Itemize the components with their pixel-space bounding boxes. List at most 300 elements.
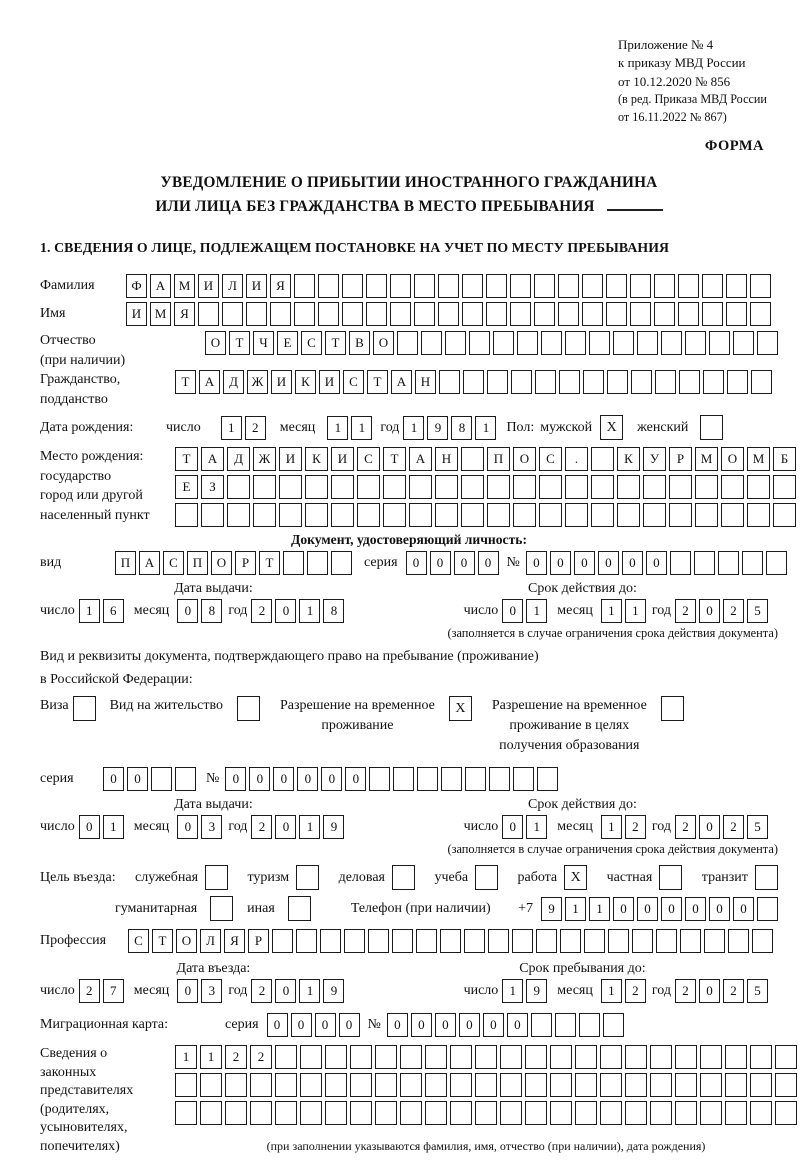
char-box[interactable]: [279, 475, 302, 499]
char-box[interactable]: 0: [275, 599, 296, 623]
char-box[interactable]: [421, 331, 442, 355]
char-box[interactable]: Р: [669, 447, 692, 471]
char-box[interactable]: [678, 274, 699, 298]
char-box[interactable]: [320, 929, 341, 953]
char-box[interactable]: О: [721, 447, 744, 471]
char-box[interactable]: [669, 503, 692, 527]
char-box[interactable]: [725, 1045, 747, 1069]
char-box[interactable]: [591, 503, 614, 527]
char-box[interactable]: 0: [387, 1013, 408, 1037]
char-box[interactable]: [608, 929, 629, 953]
char-box[interactable]: [750, 1101, 772, 1125]
char-box[interactable]: [275, 1101, 297, 1125]
char-box[interactable]: О: [211, 551, 232, 575]
char-box[interactable]: 1: [601, 979, 622, 1003]
char-box[interactable]: 9: [541, 897, 562, 921]
char-box[interactable]: [727, 370, 748, 394]
char-box[interactable]: [558, 302, 579, 326]
char-box[interactable]: З: [201, 475, 224, 499]
char-box[interactable]: [656, 929, 677, 953]
char-box[interactable]: 1: [299, 599, 320, 623]
char-box[interactable]: [539, 503, 562, 527]
char-box[interactable]: 5: [747, 815, 768, 839]
char-box[interactable]: [375, 1073, 397, 1097]
char-box[interactable]: [461, 475, 484, 499]
char-box[interactable]: [617, 475, 640, 499]
char-box[interactable]: [307, 551, 328, 575]
char-box[interactable]: [469, 331, 490, 355]
char-box[interactable]: 0: [699, 815, 720, 839]
char-box[interactable]: 0: [103, 767, 124, 791]
char-box[interactable]: Я: [224, 929, 245, 953]
char-box[interactable]: [550, 1073, 572, 1097]
char-box[interactable]: Т: [259, 551, 280, 575]
char-box[interactable]: [575, 1101, 597, 1125]
char-box[interactable]: [582, 274, 603, 298]
char-box[interactable]: 0: [273, 767, 294, 791]
char-box[interactable]: [416, 929, 437, 953]
char-box[interactable]: [703, 370, 724, 394]
char-box[interactable]: [331, 475, 354, 499]
char-box[interactable]: 1: [175, 1045, 197, 1069]
char-box[interactable]: [773, 503, 796, 527]
char-box[interactable]: И: [246, 274, 267, 298]
char-box[interactable]: П: [115, 551, 136, 575]
char-box[interactable]: К: [305, 447, 328, 471]
char-box[interactable]: [300, 1101, 322, 1125]
char-box[interactable]: [253, 503, 276, 527]
char-box[interactable]: [253, 475, 276, 499]
char-box[interactable]: [750, 1073, 772, 1097]
char-box[interactable]: [661, 331, 682, 355]
char-box[interactable]: [565, 475, 588, 499]
char-box[interactable]: 0: [699, 979, 720, 1003]
char-box[interactable]: Т: [229, 331, 250, 355]
char-box[interactable]: П: [187, 551, 208, 575]
gender-female-checkbox[interactable]: [700, 415, 723, 440]
char-box[interactable]: [531, 1013, 552, 1037]
char-box[interactable]: [318, 274, 339, 298]
char-box[interactable]: 0: [177, 599, 198, 623]
char-box[interactable]: И: [126, 302, 147, 326]
char-box[interactable]: [175, 1073, 197, 1097]
char-box[interactable]: [350, 1101, 372, 1125]
char-box[interactable]: [669, 475, 692, 499]
char-box[interactable]: [435, 503, 458, 527]
char-box[interactable]: 2: [723, 815, 744, 839]
char-box[interactable]: [550, 1101, 572, 1125]
char-box[interactable]: [695, 503, 718, 527]
char-box[interactable]: [766, 551, 787, 575]
char-box[interactable]: 2: [723, 979, 744, 1003]
char-box[interactable]: [534, 274, 555, 298]
char-box[interactable]: [500, 1045, 522, 1069]
char-box[interactable]: [512, 929, 533, 953]
char-box[interactable]: Я: [174, 302, 195, 326]
char-box[interactable]: [489, 767, 510, 791]
char-box[interactable]: [294, 302, 315, 326]
char-box[interactable]: 0: [661, 897, 682, 921]
char-box[interactable]: 0: [127, 767, 148, 791]
char-box[interactable]: О: [513, 447, 536, 471]
char-box[interactable]: [342, 302, 363, 326]
char-box[interactable]: П: [487, 447, 510, 471]
char-box[interactable]: 0: [459, 1013, 480, 1037]
char-box[interactable]: [200, 1073, 222, 1097]
char-box[interactable]: [475, 1073, 497, 1097]
char-box[interactable]: [525, 1073, 547, 1097]
char-box[interactable]: [435, 475, 458, 499]
char-box[interactable]: И: [271, 370, 292, 394]
char-box[interactable]: [425, 1101, 447, 1125]
char-box[interactable]: [539, 475, 562, 499]
char-box[interactable]: [603, 1013, 624, 1037]
char-box[interactable]: [366, 274, 387, 298]
char-box[interactable]: [725, 1101, 747, 1125]
char-box[interactable]: [510, 274, 531, 298]
char-box[interactable]: А: [409, 447, 432, 471]
char-box[interactable]: 0: [574, 551, 595, 575]
char-box[interactable]: [366, 302, 387, 326]
char-box[interactable]: 0: [345, 767, 366, 791]
char-box[interactable]: 2: [675, 599, 696, 623]
char-box[interactable]: [383, 503, 406, 527]
char-box[interactable]: А: [199, 370, 220, 394]
char-box[interactable]: [225, 1101, 247, 1125]
char-box[interactable]: 1: [526, 815, 547, 839]
char-box[interactable]: [591, 447, 614, 471]
char-box[interactable]: [534, 302, 555, 326]
char-box[interactable]: [613, 331, 634, 355]
char-box[interactable]: [344, 929, 365, 953]
char-box[interactable]: [400, 1073, 422, 1097]
char-box[interactable]: С: [539, 447, 562, 471]
char-box[interactable]: [487, 503, 510, 527]
char-box[interactable]: [559, 370, 580, 394]
char-box[interactable]: [175, 767, 196, 791]
char-box[interactable]: [368, 929, 389, 953]
char-box[interactable]: С: [343, 370, 364, 394]
char-box[interactable]: 3: [201, 979, 222, 1003]
char-box[interactable]: [462, 274, 483, 298]
char-box[interactable]: [675, 1101, 697, 1125]
char-box[interactable]: 0: [177, 815, 198, 839]
char-box[interactable]: [742, 551, 763, 575]
char-box[interactable]: 2: [723, 599, 744, 623]
char-box[interactable]: [438, 302, 459, 326]
char-box[interactable]: [775, 1045, 797, 1069]
char-box[interactable]: [375, 1101, 397, 1125]
char-box[interactable]: [225, 1073, 247, 1097]
char-box[interactable]: 1: [589, 897, 610, 921]
purpose-business-checkbox[interactable]: [392, 865, 415, 890]
char-box[interactable]: 0: [339, 1013, 360, 1037]
char-box[interactable]: [325, 1045, 347, 1069]
char-box[interactable]: [700, 1045, 722, 1069]
char-box[interactable]: [151, 767, 172, 791]
char-box[interactable]: 9: [323, 979, 344, 1003]
char-box[interactable]: Л: [200, 929, 221, 953]
char-box[interactable]: 0: [507, 1013, 528, 1037]
char-box[interactable]: [728, 929, 749, 953]
char-box[interactable]: [679, 370, 700, 394]
char-box[interactable]: 0: [315, 1013, 336, 1037]
char-box[interactable]: 8: [201, 599, 222, 623]
char-box[interactable]: [393, 767, 414, 791]
char-box[interactable]: [500, 1073, 522, 1097]
char-box[interactable]: И: [198, 274, 219, 298]
char-box[interactable]: [747, 475, 770, 499]
char-box[interactable]: [751, 370, 772, 394]
char-box[interactable]: [250, 1073, 272, 1097]
char-box[interactable]: [700, 1101, 722, 1125]
char-box[interactable]: [541, 331, 562, 355]
char-box[interactable]: 1: [502, 979, 523, 1003]
char-box[interactable]: 0: [478, 551, 499, 575]
char-box[interactable]: А: [391, 370, 412, 394]
purpose-tourism-checkbox[interactable]: [296, 865, 319, 890]
char-box[interactable]: [632, 929, 653, 953]
char-box[interactable]: С: [128, 929, 149, 953]
char-box[interactable]: [625, 1101, 647, 1125]
char-box[interactable]: .: [565, 447, 588, 471]
char-box[interactable]: А: [139, 551, 160, 575]
char-box[interactable]: 2: [625, 979, 646, 1003]
char-box[interactable]: [342, 274, 363, 298]
char-box[interactable]: [625, 1073, 647, 1097]
char-box[interactable]: [513, 503, 536, 527]
char-box[interactable]: [425, 1045, 447, 1069]
char-box[interactable]: [750, 302, 771, 326]
char-box[interactable]: [414, 302, 435, 326]
char-box[interactable]: [625, 1045, 647, 1069]
char-box[interactable]: 6: [103, 599, 124, 623]
char-box[interactable]: А: [201, 447, 224, 471]
char-box[interactable]: 1: [327, 416, 348, 440]
char-box[interactable]: [486, 302, 507, 326]
char-box[interactable]: 0: [637, 897, 658, 921]
char-box[interactable]: Р: [248, 929, 269, 953]
char-box[interactable]: [440, 929, 461, 953]
char-box[interactable]: [486, 274, 507, 298]
char-box[interactable]: [250, 1101, 272, 1125]
char-box[interactable]: 0: [430, 551, 451, 575]
temp-residence-checkbox[interactable]: X: [449, 696, 472, 721]
char-box[interactable]: Ж: [247, 370, 268, 394]
char-box[interactable]: [296, 929, 317, 953]
purpose-other-checkbox[interactable]: [288, 896, 311, 921]
char-box[interactable]: [283, 551, 304, 575]
char-box[interactable]: [750, 274, 771, 298]
char-box[interactable]: [465, 767, 486, 791]
char-box[interactable]: 2: [251, 599, 272, 623]
char-box[interactable]: [318, 302, 339, 326]
char-box[interactable]: [630, 302, 651, 326]
char-box[interactable]: [694, 551, 715, 575]
char-box[interactable]: 2: [225, 1045, 247, 1069]
char-box[interactable]: [700, 1073, 722, 1097]
char-box[interactable]: К: [617, 447, 640, 471]
char-box[interactable]: [670, 551, 691, 575]
char-box[interactable]: 2: [79, 979, 100, 1003]
char-box[interactable]: 0: [406, 551, 427, 575]
char-box[interactable]: 0: [249, 767, 270, 791]
char-box[interactable]: [643, 475, 666, 499]
char-box[interactable]: 1: [601, 599, 622, 623]
char-box[interactable]: С: [357, 447, 380, 471]
char-box[interactable]: [513, 767, 534, 791]
char-box[interactable]: [227, 503, 250, 527]
char-box[interactable]: Ж: [253, 447, 276, 471]
char-box[interactable]: [464, 929, 485, 953]
char-box[interactable]: [517, 331, 538, 355]
char-box[interactable]: [409, 503, 432, 527]
char-box[interactable]: 0: [454, 551, 475, 575]
char-box[interactable]: [227, 475, 250, 499]
purpose-work-checkbox[interactable]: X: [564, 865, 587, 890]
char-box[interactable]: Е: [277, 331, 298, 355]
char-box[interactable]: 9: [323, 815, 344, 839]
char-box[interactable]: 1: [79, 599, 100, 623]
char-box[interactable]: [584, 929, 605, 953]
char-box[interactable]: Т: [325, 331, 346, 355]
char-box[interactable]: [461, 503, 484, 527]
char-box[interactable]: [272, 929, 293, 953]
char-box[interactable]: 0: [526, 551, 547, 575]
char-box[interactable]: [331, 503, 354, 527]
char-box[interactable]: 0: [699, 599, 720, 623]
char-box[interactable]: [678, 302, 699, 326]
char-box[interactable]: [773, 475, 796, 499]
char-box[interactable]: [198, 302, 219, 326]
char-box[interactable]: У: [643, 447, 666, 471]
char-box[interactable]: [775, 1073, 797, 1097]
char-box[interactable]: [493, 331, 514, 355]
char-box[interactable]: [357, 475, 380, 499]
char-box[interactable]: [383, 475, 406, 499]
char-box[interactable]: 2: [250, 1045, 272, 1069]
char-box[interactable]: [294, 274, 315, 298]
char-box[interactable]: 0: [733, 897, 754, 921]
char-box[interactable]: 9: [427, 416, 448, 440]
char-box[interactable]: [589, 331, 610, 355]
char-box[interactable]: [475, 1045, 497, 1069]
char-box[interactable]: М: [695, 447, 718, 471]
char-box[interactable]: [702, 274, 723, 298]
char-box[interactable]: [350, 1073, 372, 1097]
char-box[interactable]: 0: [411, 1013, 432, 1037]
char-box[interactable]: 7: [103, 979, 124, 1003]
char-box[interactable]: [579, 1013, 600, 1037]
char-box[interactable]: [775, 1101, 797, 1125]
char-box[interactable]: [654, 302, 675, 326]
char-box[interactable]: Т: [175, 370, 196, 394]
char-box[interactable]: 1: [601, 815, 622, 839]
char-box[interactable]: [175, 503, 198, 527]
char-box[interactable]: [600, 1101, 622, 1125]
char-box[interactable]: [390, 302, 411, 326]
char-box[interactable]: [600, 1045, 622, 1069]
char-box[interactable]: [487, 475, 510, 499]
char-box[interactable]: 5: [747, 979, 768, 1003]
char-box[interactable]: [450, 1045, 472, 1069]
char-box[interactable]: [390, 274, 411, 298]
char-box[interactable]: Н: [415, 370, 436, 394]
char-box[interactable]: [733, 331, 754, 355]
char-box[interactable]: [582, 302, 603, 326]
char-box[interactable]: 0: [79, 815, 100, 839]
char-box[interactable]: [305, 503, 328, 527]
char-box[interactable]: [757, 897, 778, 921]
char-box[interactable]: [270, 302, 291, 326]
char-box[interactable]: [525, 1101, 547, 1125]
char-box[interactable]: [583, 370, 604, 394]
char-box[interactable]: 0: [685, 897, 706, 921]
char-box[interactable]: 2: [625, 815, 646, 839]
char-box[interactable]: 0: [646, 551, 667, 575]
char-box[interactable]: [500, 1101, 522, 1125]
char-box[interactable]: 2: [251, 815, 272, 839]
char-box[interactable]: [558, 274, 579, 298]
char-box[interactable]: 3: [201, 815, 222, 839]
char-box[interactable]: И: [279, 447, 302, 471]
char-box[interactable]: [650, 1101, 672, 1125]
char-box[interactable]: 0: [598, 551, 619, 575]
char-box[interactable]: [439, 370, 460, 394]
char-box[interactable]: 8: [451, 416, 472, 440]
char-box[interactable]: [675, 1045, 697, 1069]
char-box[interactable]: Я: [270, 274, 291, 298]
char-box[interactable]: [757, 331, 778, 355]
char-box[interactable]: [275, 1045, 297, 1069]
char-box[interactable]: [397, 331, 418, 355]
char-box[interactable]: [709, 331, 730, 355]
char-box[interactable]: Е: [175, 475, 198, 499]
char-box[interactable]: 1: [299, 979, 320, 1003]
char-box[interactable]: [513, 475, 536, 499]
char-box[interactable]: М: [150, 302, 171, 326]
char-box[interactable]: Н: [435, 447, 458, 471]
char-box[interactable]: 1: [103, 815, 124, 839]
char-box[interactable]: К: [295, 370, 316, 394]
char-box[interactable]: [510, 302, 531, 326]
char-box[interactable]: [654, 274, 675, 298]
char-box[interactable]: [721, 503, 744, 527]
char-box[interactable]: [704, 929, 725, 953]
char-box[interactable]: 1: [403, 416, 424, 440]
char-box[interactable]: 0: [321, 767, 342, 791]
char-box[interactable]: [617, 503, 640, 527]
char-box[interactable]: 0: [622, 551, 643, 575]
char-box[interactable]: Л: [222, 274, 243, 298]
char-box[interactable]: [560, 929, 581, 953]
visa-checkbox[interactable]: [73, 696, 96, 721]
char-box[interactable]: В: [349, 331, 370, 355]
char-box[interactable]: 1: [221, 416, 242, 440]
char-box[interactable]: [591, 475, 614, 499]
purpose-transit-checkbox[interactable]: [755, 865, 778, 890]
char-box[interactable]: [511, 370, 532, 394]
char-box[interactable]: [575, 1045, 597, 1069]
char-box[interactable]: [637, 331, 658, 355]
char-box[interactable]: 1: [625, 599, 646, 623]
char-box[interactable]: 1: [475, 416, 496, 440]
char-box[interactable]: И: [331, 447, 354, 471]
char-box[interactable]: 0: [709, 897, 730, 921]
char-box[interactable]: [331, 551, 352, 575]
char-box[interactable]: 0: [267, 1013, 288, 1037]
char-box[interactable]: [643, 503, 666, 527]
